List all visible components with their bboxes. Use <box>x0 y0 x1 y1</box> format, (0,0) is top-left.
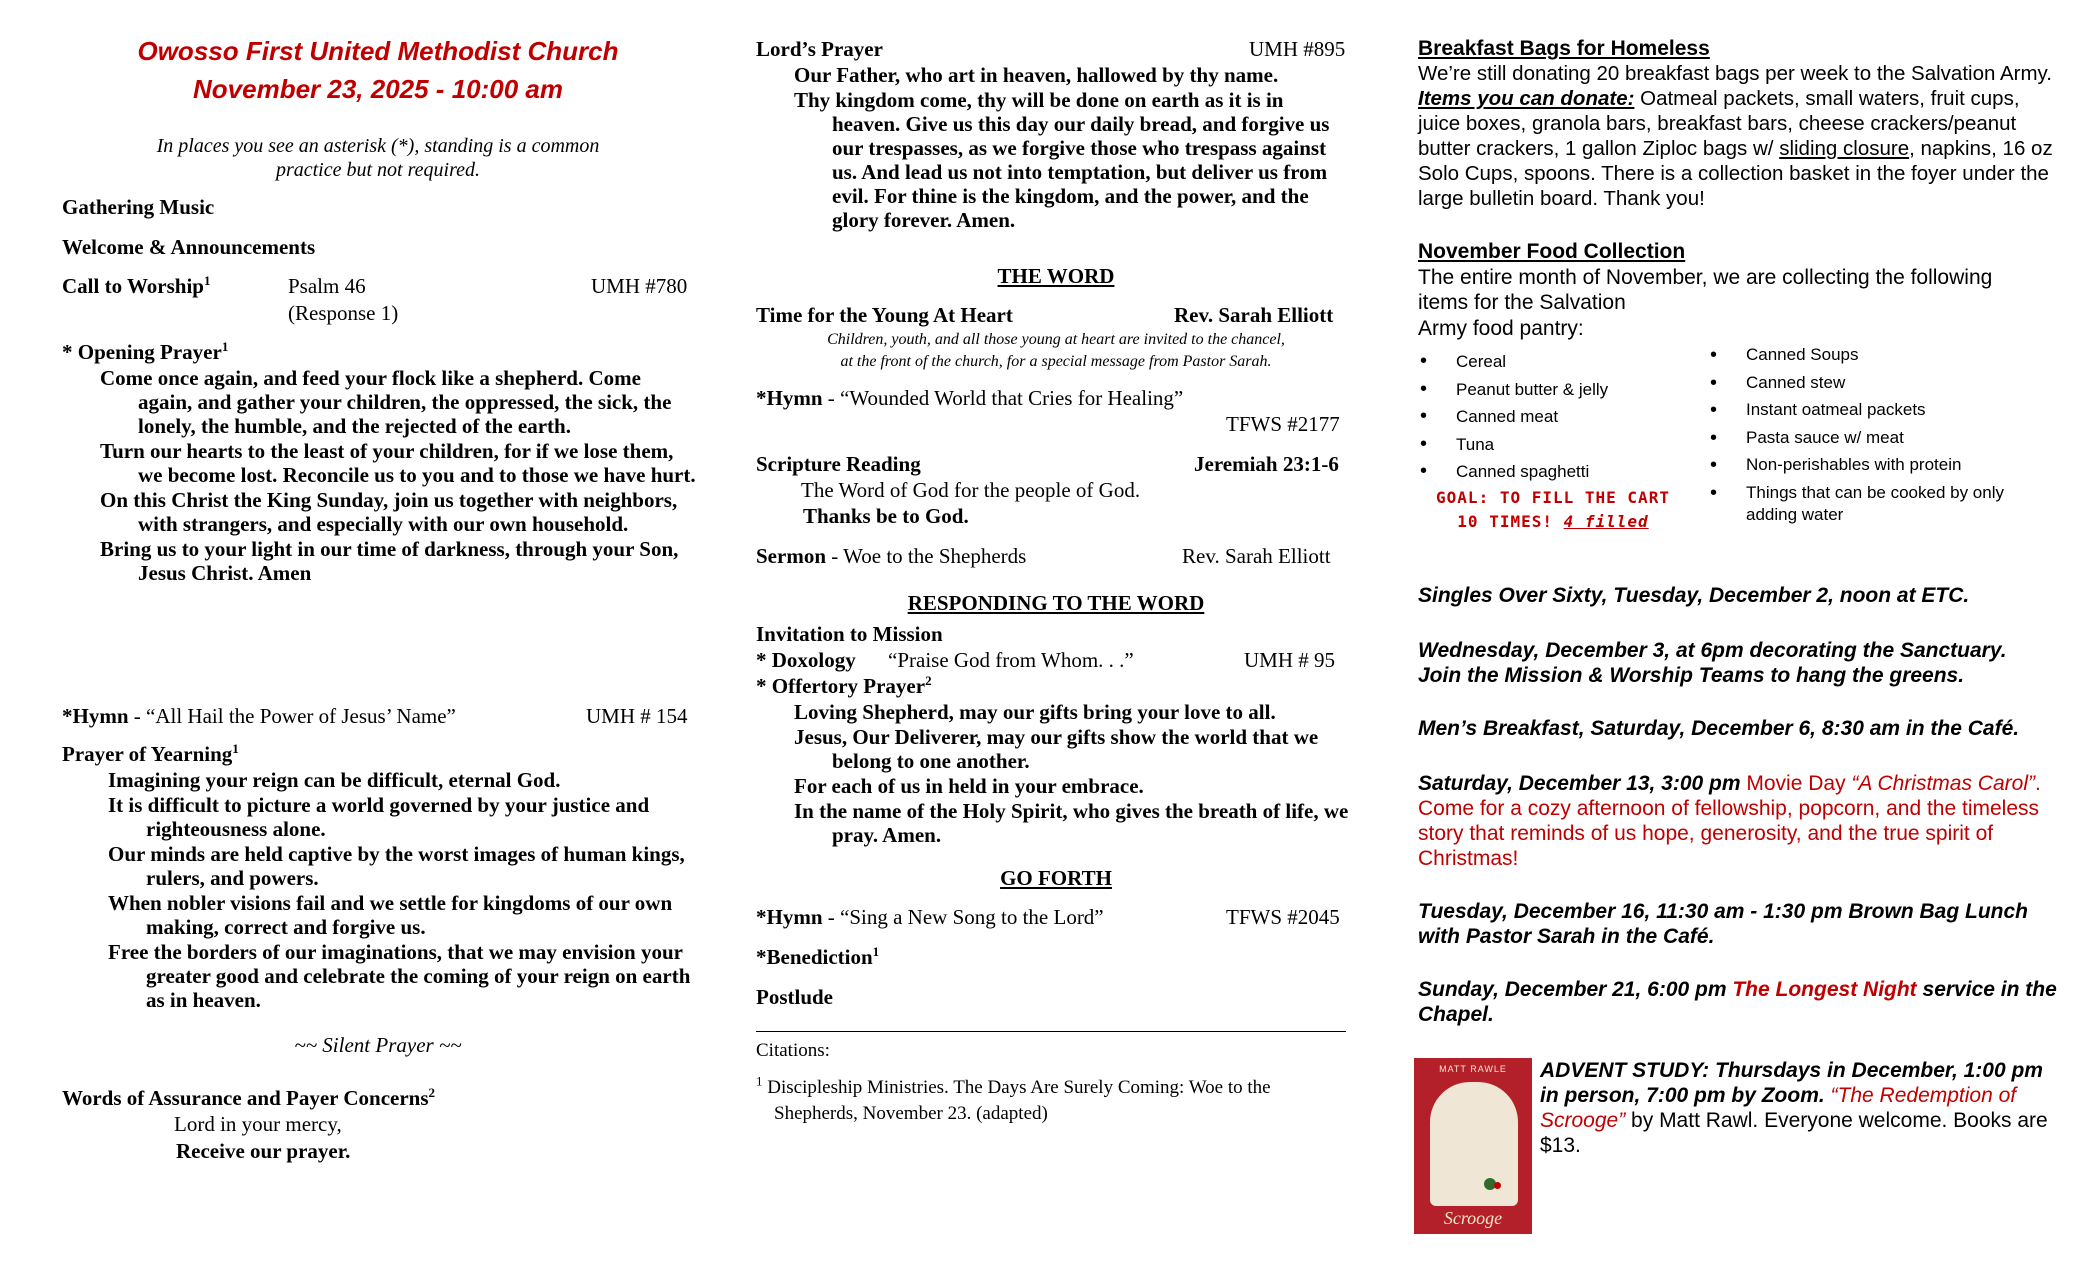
invitation-to-mission: Invitation to Mission <box>756 622 943 646</box>
event-brown-bag-line-1: Tuesday, December 16, 11:30 am - 1:30 pm Brown Bag Lunch <box>1418 900 2028 923</box>
call-to-worship-ref: UMH #780 <box>591 274 688 298</box>
opening-prayer-line: Bring us to your light in our time of darkness, through your Son, Jesus Christ. Amen <box>100 537 679 585</box>
young-at-heart-note-2: at the front of the church, for a special message from Pastor Sarah. <box>840 353 1272 370</box>
church-name: Owosso First United Methodist Church <box>137 36 619 66</box>
food-item: • Cereal <box>1418 348 1698 376</box>
food-item: • Canned meat <box>1418 403 1698 431</box>
hymn-3: *Hymn - “Sing a New Song to the Lord” <box>756 905 1104 929</box>
welcome-announcements: Welcome & Announcements <box>62 235 316 259</box>
event-longest-night: Sunday, December 21, 6:00 pm The Longest Night service in the Chapel. <box>1418 978 2057 1026</box>
event-decorating-line-2: Join the Mission & Worship Teams to hang the greens. <box>1418 664 1965 687</box>
lords-prayer-line: Our Father, who art in heaven, hallowed by thy name. <box>794 63 1279 87</box>
offertory-prayer-text <box>794 700 1352 848</box>
assurance-call: Lord in your mercy, <box>174 1112 342 1136</box>
food-item: • Instant oatmeal packets <box>1708 399 2038 421</box>
yearning-line: Imagining your reign can be difficult, eternal God. <box>108 768 561 792</box>
doxology-label: * Doxology <box>756 648 856 672</box>
call-to-worship-label: Call to Worship$^1$ <box>62 273 211 298</box>
order-of-worship-column-1 <box>58 0 698 1275</box>
order-of-worship-column-2 <box>756 0 1356 1275</box>
scripture-call: The Word of God for the people of God. <box>801 478 1141 502</box>
food-item: • Canned spaghetti <box>1418 458 1698 486</box>
food-item: • Non-perishables with protein <box>1708 454 2038 476</box>
food-item: • Tuna <box>1418 431 1698 459</box>
words-of-assurance-label: Words of Assurance and Payer Concerns$^2$ <box>62 1085 436 1110</box>
food-collection-heading: November Food Collection <box>1418 240 1686 263</box>
book-author: MATT RAWLE <box>1439 1064 1507 1074</box>
event-decorating-line-1: Wednesday, December 3, at 6pm decorating the Sanctuary. <box>1418 639 2007 662</box>
event-movie-day: Saturday, December 13, 3:00 pm Movie Day “A Christmas Carol”. Come for a cozy afternoon of fellowship, popcorn, and the timeless story that reminds of us hope, generosity, and the true spirit of Christmas! <box>1418 772 2041 870</box>
food-collection-intro-2: items for the Salvation <box>1418 291 1626 314</box>
citations-divider <box>756 1031 1346 1032</box>
book-cover-image <box>1414 1058 1532 1234</box>
food-item: • Things that can be cooked by only adding water <box>1708 482 2038 526</box>
hymn-2: *Hymn - “Wounded World that Cries for Healing” <box>756 386 1184 410</box>
offertory-line: In the name of the Holy Spirit, who gives the breath of life, we pray. Amen. <box>794 799 1349 847</box>
food-list-left <box>1418 348 1698 486</box>
silent-prayer: ~~ Silent Prayer ~~ <box>294 1033 462 1057</box>
carts-filled-count: 4 filled <box>1563 512 1649 531</box>
scripture-reading-ref: Jeremiah 23:1-6 <box>1194 452 1339 476</box>
goal-line-1: GOAL: TO FILL THE CART <box>1436 488 1670 507</box>
event-brown-bag-line-2: with Pastor Sarah in the Café. <box>1418 925 1715 948</box>
hymn-2-ref: TFWS #2177 <box>1226 412 1340 436</box>
assurance-response: Receive our prayer. <box>176 1139 351 1163</box>
food-item: • Pasta sauce w/ meat <box>1708 427 2038 449</box>
responding-heading: RESPONDING TO THE WORD <box>907 591 1205 615</box>
goal-line-2: 10 TIMES! 4 filled <box>1457 512 1649 531</box>
lords-prayer-label: Lord’s Prayer <box>756 37 883 61</box>
food-list-right <box>1708 344 2038 531</box>
food-item: • Peanut butter & jelly <box>1418 376 1698 404</box>
scrooge-silhouette <box>1430 1082 1518 1206</box>
prayer-of-yearning-label: Prayer of Yearning$^1$ <box>62 741 239 766</box>
opening-prayer-line: On this Christ the King Sunday, join us together with neighbors, with strangers, and especially with our own household. <box>100 488 678 536</box>
yearning-line: Free the borders of our imaginations, that we may envision your greater good and celebrate the coming of your reign on earth as in heaven. <box>108 940 691 1012</box>
prayer-of-yearning-text <box>108 768 708 1013</box>
food-item: • Canned stew <box>1708 372 2038 394</box>
lords-prayer-line: Thy kingdom come, thy will be done on earth as it is in heaven. Give us this day our daily bread, and forgive us our trespasses, as we forgive those who trespass against us. And lead us not into temptation, but deliver us from evil. For thine is the kingdom, and the power, and the glory forever. Amen. <box>794 88 1330 232</box>
benediction: *Benediction$^1$ <box>756 944 880 969</box>
young-at-heart-leader: Rev. Sarah Elliott <box>1174 303 1334 327</box>
food-collection-intro-1: The entire month of November, we are collecting the following <box>1418 266 1993 289</box>
event-mens-breakfast: Men’s Breakfast, Saturday, December 6, 8:30 am in the Café. <box>1418 717 2020 740</box>
sermon-preacher: Rev. Sarah Elliott <box>1182 544 1331 568</box>
offertory-line: Jesus, Our Deliverer, may our gifts show the world that we belong to one another. <box>794 725 1319 773</box>
service-date: November 23, 2025 - 10:00 am <box>193 74 563 104</box>
gathering-music: Gathering Music <box>62 195 215 219</box>
hymn-1-ref: UMH # 154 <box>586 704 688 728</box>
offertory-line: Loving Shepherd, may our gifts bring your love to all. <box>794 700 1276 724</box>
yearning-line: Our minds are held captive by the worst images of human kings, rulers, and powers. <box>108 842 685 890</box>
hymn-3-ref: TFWS #2045 <box>1226 905 1340 929</box>
citation-1-line-1: $^1$ Discipleship Ministries. The Days Are Surely Coming: Woe to the <box>756 1073 1271 1098</box>
hymn-1: *Hymn - “All Hail the Power of Jesus’ Name” <box>62 704 456 728</box>
offertory-prayer-label: * Offertory Prayer$^2$ <box>756 673 932 698</box>
call-to-worship-psalm: Psalm 46 <box>288 274 366 298</box>
food-item: • Canned Soups <box>1708 344 2038 366</box>
asterisk-note-line-1: In places you see an asterisk (*), standing is a common <box>156 135 600 157</box>
go-forth-heading: GO FORTH <box>1000 866 1112 890</box>
citations-label: Citations: <box>756 1040 830 1061</box>
opening-prayer-text <box>100 366 700 586</box>
the-word-heading: THE WORD <box>997 264 1115 288</box>
sermon: Sermon - Woe to the Shepherds <box>756 544 1027 568</box>
holly-berry-icon <box>1494 1182 1501 1189</box>
opening-prayer-label: * Opening Prayer$^1$ <box>62 339 229 364</box>
food-collection-intro-3: Army food pantry: <box>1418 317 1584 340</box>
doxology-ref: UMH # 95 <box>1244 648 1336 672</box>
young-at-heart-note-1: Children, youth, and all those young at heart are invited to the chancel, <box>827 331 1285 348</box>
opening-prayer-line: Come once again, and feed your flock like a shepherd. Come again, and gather your children, the oppressed, the sick, the lonely, the humble, and the rejected of the earth. <box>100 366 672 438</box>
book-title: Scrooge <box>1443 1208 1503 1228</box>
citation-1-line-2: Shepherds, November 23. (adapted) <box>774 1103 1048 1124</box>
lords-prayer-text <box>794 63 1352 233</box>
yearning-line: It is difficult to picture a world governed by your justice and righteousness alone. <box>108 793 650 841</box>
opening-prayer-line: Turn our hearts to the least of your children, for if we lose them, we become lost. Reconcile us to you and to those we have hurt. <box>100 439 696 487</box>
young-at-heart-label: Time for the Young At Heart <box>756 303 1013 327</box>
postlude: Postlude <box>756 985 834 1009</box>
lords-prayer-ref: UMH #895 <box>1249 37 1346 61</box>
call-to-worship-response: (Response 1) <box>288 301 399 325</box>
advent-study: ADVENT STUDY: Thursdays in December, 1:00 pm in person, 7:00 pm by Zoom. “The Redemption of Scrooge” by Matt Rawl. Everyone welcome. Books are $13. <box>1540 1059 2048 1157</box>
event-singles-over-sixty: Singles Over Sixty, Tuesday, December 2, noon at ETC. <box>1418 584 1970 607</box>
offertory-line: For each of us in held in your embrace. <box>794 774 1144 798</box>
doxology-title: “Praise God from Whom. . .” <box>888 648 1134 672</box>
yearning-line: When nobler visions fail and we settle for kingdoms of our own making, correct and forgive us. <box>108 891 673 939</box>
scripture-response: Thanks be to God. <box>803 504 969 528</box>
breakfast-bags-heading: Breakfast Bags for Homeless <box>1418 37 1710 60</box>
breakfast-bags-text: We’re still donating 20 breakfast bags per week to the Salvation Army. Items you can donate: Oatmeal packets, small waters, fruit cups, juice boxes, granola bars, breakfast bars, cheese crackers/peanut butter crackers, 1 gallon Ziploc bags w/ sliding closure, napkins, 16 oz Solo Cups, spoons. There is a collection basket in the foyer under the large bulletin board. Thank you! <box>1418 62 2053 210</box>
asterisk-note-line-2: practice but not required. <box>275 159 481 181</box>
scripture-reading-label: Scripture Reading <box>756 452 921 476</box>
